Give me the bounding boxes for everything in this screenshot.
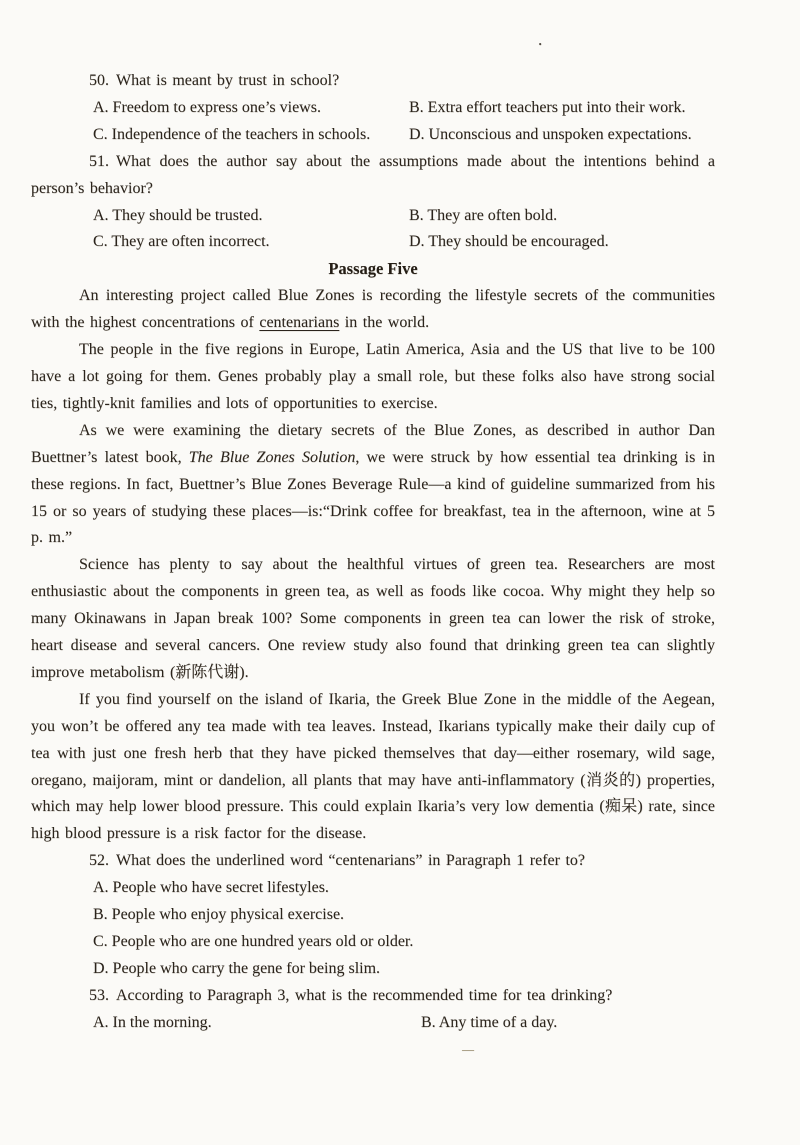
text-segment: , we were struck by how essential tea drinking is in these regions. In fact, Buettner’s Blue Zones Beverage Rule—a kind of guideline summarized from his 15 or so years of studying these places—is:“Drink coffee for breakfast, tea in the afternoon, wine at 5 p. m.” bbox=[31, 448, 715, 547]
option-53-b: B. Any time of a day. bbox=[421, 1013, 558, 1031]
question-53-stem: According to Paragraph 3, what is the recommended time for tea drinking? bbox=[116, 986, 613, 1004]
option-50-b: B. Extra effort teachers put into their work. bbox=[409, 98, 686, 116]
text-segment: Science has plenty to say about the healthful virtues of green tea. Researchers are most enthusiastic about the components in green tea, as well as foods like cocoa. Why might they help so many Okinawans in Japan break 100? Some components in green tea can lower the risk of stroke, heart disease and several cancers. One review study also found that drinking green tea can slightly improve metabolism (新陈代谢). bbox=[31, 556, 715, 681]
passage-paragraph-2 bbox=[31, 337, 715, 418]
passage-paragraph-5 bbox=[31, 687, 715, 848]
question-51 bbox=[31, 149, 715, 257]
option-52-d: D. People who carry the gene for being slim. bbox=[93, 959, 381, 977]
question-50-text bbox=[31, 68, 715, 95]
option-51-a: A. They should be trusted. bbox=[93, 206, 263, 224]
question-53-text bbox=[31, 983, 715, 1010]
underlined-term: centenarians bbox=[259, 314, 340, 332]
page-mark-bottom: — bbox=[462, 1042, 474, 1056]
option-52-b: B. People who enjoy physical exercise. bbox=[93, 906, 345, 924]
text-segment: in the world. bbox=[339, 314, 430, 332]
question-51-number: 51. bbox=[89, 152, 109, 170]
stray-mark-top: · bbox=[538, 36, 543, 51]
passage-paragraph-1 bbox=[31, 283, 715, 337]
question-50-number: 50. bbox=[89, 72, 109, 89]
question-51-stem: What does the author say about the assumptions made about the intentions behind a person’s behavior? bbox=[31, 152, 715, 197]
option-51-b: B. They are often bold. bbox=[409, 206, 558, 224]
option-50-d: D. Unconscious and unspoken expectations. bbox=[409, 125, 692, 143]
question-50 bbox=[31, 68, 715, 149]
option-51-d: D. They should be encouraged. bbox=[409, 233, 609, 251]
text-segment: As we were examining the dietary secrets of the Blue Zones, as described in author Dan Buettner’s latest book, bbox=[31, 421, 715, 466]
question-53-options bbox=[93, 1010, 715, 1037]
question-52-text bbox=[31, 848, 715, 875]
option-51-c: C. They are often incorrect. bbox=[93, 233, 270, 251]
question-53 bbox=[31, 983, 715, 1037]
option-50-c: C. Independence of the teachers in schools. bbox=[93, 125, 371, 143]
passage-paragraph-4 bbox=[31, 552, 715, 687]
question-51-options bbox=[93, 203, 715, 257]
option-50-a: A. Freedom to express one’s views. bbox=[93, 98, 321, 116]
italic-book-title: The Blue Zones Solution bbox=[188, 448, 356, 466]
option-52-a: A. People who have secret lifestyles. bbox=[93, 879, 329, 897]
text-segment: The people in the five regions in Europe, Latin America, Asia and the US that live to be 100 have a lot going for them. Genes probably play a small role, but these folks also have strong social ties, tightly-knit families and lots of opportunities to exercise. bbox=[31, 341, 715, 412]
question-50-stem: What is meant by trust in school? bbox=[116, 72, 340, 89]
question-51-text bbox=[31, 149, 715, 203]
question-52 bbox=[31, 848, 715, 983]
text-segment: An interesting project called Blue Zones is recording the lifestyle secrets of the communities with the highest concentrations of bbox=[31, 287, 715, 332]
passage-paragraph-3 bbox=[31, 418, 715, 553]
question-52-options bbox=[93, 875, 715, 983]
question-50-options bbox=[93, 95, 715, 149]
passage-five-heading: Passage Five bbox=[328, 259, 418, 279]
text-segment: If you find yourself on the island of Ikaria, the Greek Blue Zone in the middle of the Aegean, you won’t be offered any tea made with tea leaves. Instead, Ikarians typically make their daily cup of tea with just one fresh herb that they have picked themselves that day—either rosemary, wild sage, oregano, maijoram, mint or dandelion, all plants that may have anti-inflammatory (消炎的) properties, which may help lower blood pressure. This could explain Ikaria’s very low dementia (痴呆) rate, since high blood pressure is a risk factor for the disease. bbox=[31, 690, 715, 843]
question-52-stem: What does the underlined word “centenarians” in Paragraph 1 refer to? bbox=[116, 852, 586, 870]
option-53-a: A. In the morning. bbox=[93, 1013, 212, 1031]
option-52-c: C. People who are one hundred years old or older. bbox=[93, 933, 414, 950]
question-52-number: 52. bbox=[89, 852, 109, 870]
question-53-number: 53. bbox=[89, 986, 109, 1004]
